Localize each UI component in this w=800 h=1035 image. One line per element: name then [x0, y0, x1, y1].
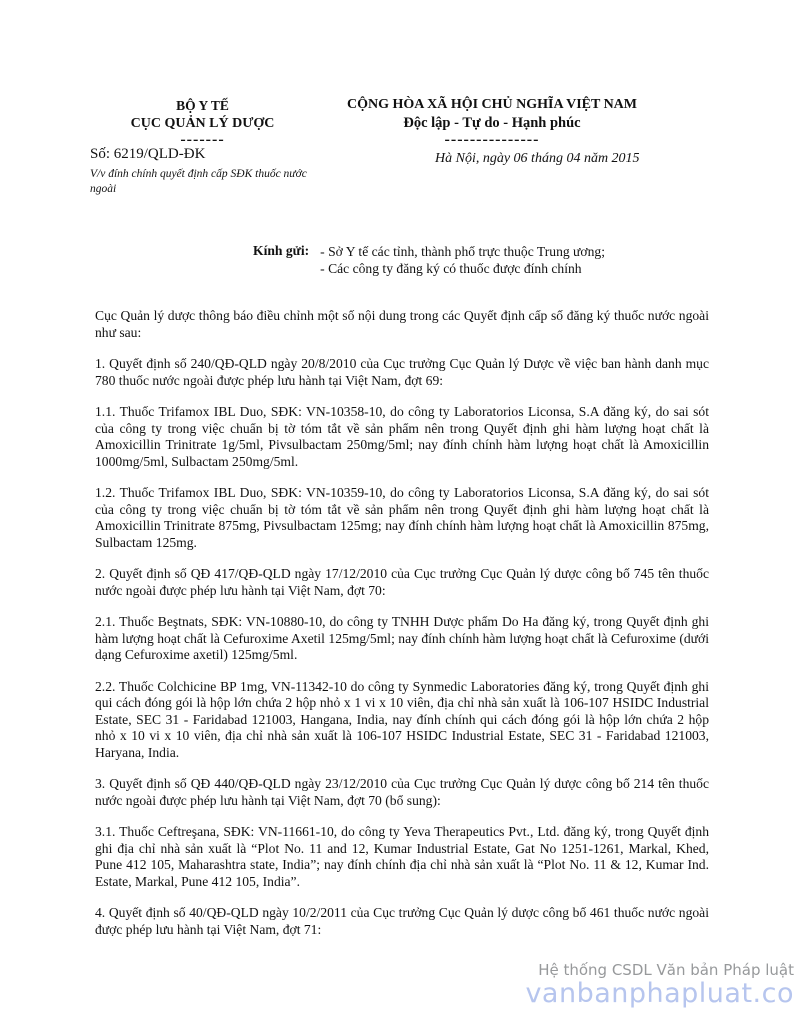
- recipient-block: [253, 243, 605, 277]
- recipient-label: Kính gửi:: [253, 243, 310, 258]
- ministry-name: BỘ Y TẾ: [176, 98, 229, 113]
- paragraph-item-1-2: 1.2. Thuốc Trifamox IBL Duo, SĐK: VN-10359-10, do công ty Laboratorios Liconsa, S.A đăng ký, do sai sót của công ty trong việc chuẩn bị tờ tóm tắt về sản phẩm nên trong Quyết định ghi hàm lượng hoạt chất là Amoxicillin Trinitrate 875mg, Pivsulbactam 125mg; nay đính chính hàm lượng hoạt chất là Amoxicillin 875mg, Sulbactam 125mg.: [95, 485, 709, 550]
- paragraph-section-4: 4. Quyết định số 40/QĐ-QLD ngày 10/2/2011 của Cục trưởng Cục Quản lý dược công bố 461 thuốc nước ngoài được phép lưu hành tại Việt Nam, đợt 71:: [95, 905, 709, 937]
- recipient-line: - Sở Y tế các tỉnh, thành phố trực thuộc Trung ương;: [320, 244, 605, 259]
- site-watermark: [525, 962, 794, 1009]
- document-body: [95, 308, 709, 953]
- paragraph-item-3-1: 3.1. Thuốc Ceftreşana, SĐK: VN-11661-10, do công ty Yeva Therapeutics Pvt., Ltd. đăng ký, trong Quyết định ghi địa chỉ nhà sản xuất là “Plot No. 11 and 12, Kumar Industrial Estate, Gat No 1251-1261, Markal, Khed, Pune 412 105, Maharashtra state, India”; nay đính chính địa chỉ nhà sản xuất là “Plot No. 11 & 12, Kumar Ind. Estate, Markal, Pune 412 105, India”.: [95, 824, 709, 889]
- country-name: CỘNG HÒA XÃ HỘI CHỦ NGHĨA VIỆT NAM: [346, 97, 637, 112]
- paragraph-intro: Cục Quản lý dược thông báo điều chỉnh một số nội dung trong các Quyết định cấp số đăng ký thuốc nước ngoài như sau:: [95, 308, 709, 340]
- watermark-caption: Hệ thống CSDL Văn bản Pháp luật: [538, 961, 794, 979]
- document-subject: V/v đính chính quyết định cấp SĐK thuốc nước ngoài: [90, 168, 307, 195]
- paragraph-section-2: 2. Quyết định số QĐ 417/QĐ-QLD ngày 17/12/2010 của Cục trưởng Cục Quản lý dược công bố 745 tên thuốc nước ngoài được phép lưu hành tại Việt Nam, đợt 70:: [95, 566, 709, 598]
- issuing-agency-block: [85, 97, 320, 147]
- agency-name: CỤC QUẢN LÝ DƯỢC: [130, 116, 275, 131]
- recipient-lines: [320, 243, 605, 277]
- divider-left: -------: [180, 131, 225, 148]
- paragraph-item-2-1: 2.1. Thuốc Beştnats, SĐK: VN-10880-10, do công ty TNHH Dược phẩm Do Ha đăng ký, trong Quyết định ghi hàm lượng hoạt chất là Cefuroxime Axetil 125mg/5ml; nay đính chính hàm lượng hoạt chất là Cefuroxime (dưới dạng Cefuroxime axetil) 125mg/5ml.: [95, 614, 709, 662]
- recipient-line: - Các công ty đăng ký có thuốc được đính chính: [320, 261, 582, 276]
- motto: Độc lập - Tự do - Hạnh phúc: [403, 115, 581, 131]
- watermark-brand: vanbanphapluat.co: [525, 977, 794, 1009]
- divider-right: ---------------: [444, 131, 540, 148]
- national-motto-block: [332, 95, 652, 147]
- paragraph-section-1: 1. Quyết định số 240/QĐ-QLD ngày 20/8/2010 của Cục trưởng Cục Quản lý Dược về việc ban hành danh mục 780 thuốc nước ngoài được phép lưu hành tại Việt Nam, đợt 69:: [95, 356, 709, 388]
- place-and-date: Hà Nội, ngày 06 tháng 04 năm 2015: [435, 151, 640, 166]
- paragraph-section-3: 3. Quyết định số QĐ 440/QĐ-QLD ngày 23/12/2010 của Cục trưởng Cục Quản lý dược công bố 214 tên thuốc nước ngoài được phép lưu hành tại Việt Nam, đợt 70 (bổ sung):: [95, 776, 709, 808]
- paragraph-item-1-1: 1.1. Thuốc Trifamox IBL Duo, SĐK: VN-10358-10, do công ty Laboratorios Liconsa, S.A đăng ký, do sai sót của công ty trong việc chuẩn bị tờ tóm tắt về sản phẩm nên trong Quyết định ghi hàm lượng hoạt chất là Amoxicillin Trinitrate 1g/5ml, Pivsulbactam 250mg/5ml; nay đính chính hàm lượng hoạt chất là Amoxicillin 1000mg/5ml, Sulbactam 250mg/5ml.: [95, 404, 709, 469]
- paragraph-item-2-2: 2.2. Thuốc Colchicine BP 1mg, VN-11342-10 do công ty Synmedic Laboratories đăng ký, trong Quyết định ghi qui cách đóng gói là hộp lớn chứa 2 hộp nhỏ x 1 vi x 10 viên, địa chỉ nhà sản xuất là 106-107 HSIDC Industrial Estate, SEC 31 - Faridabad 121003, Hangana, India, nay đính chính qui cách đóng gói là hộp lớn chứa 2 hộp nhỏ x 10 vi x 10 viên, địa chỉ nhà sản xuất là 106-107 HSIDC Industrial Estate, SEC 31 - Faridabad 121003, Haryana, India.: [95, 678, 709, 760]
- document-number: Số: 6219/QLD-ĐK: [90, 146, 206, 162]
